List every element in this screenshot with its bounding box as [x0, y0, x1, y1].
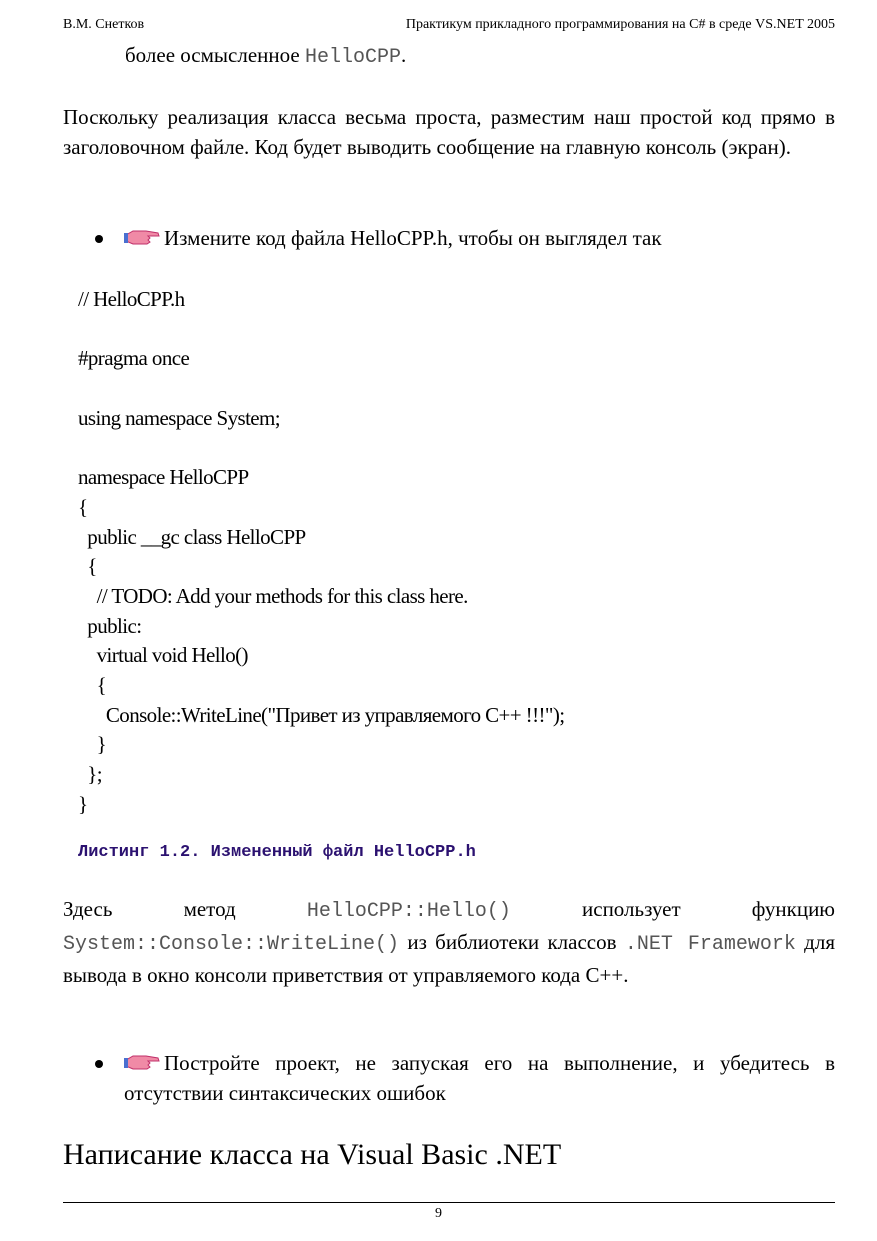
p2-text: использует функцию [510, 897, 835, 921]
intro-text: более осмысленное [125, 43, 305, 67]
code-line: virtual void Hello() [78, 643, 248, 667]
paragraph-implementation: Поскольку реализация класса весьма проста, разместим наш простой код прямо в заголовочном файле. Код будет выводить сообщение на главную консоль (экран). [63, 105, 835, 159]
header-author: В.М. Снетков [63, 17, 145, 32]
code-line: // TODO: Add your methods for this class here. [78, 584, 468, 608]
section-heading: Написание класса на Visual Basic .NET [63, 1138, 562, 1171]
code-line: { [78, 673, 107, 697]
p2-code-writeline: System::Console::WriteLine() [63, 933, 400, 956]
pointing-hand-icon [124, 1051, 162, 1073]
code-line: public __gc class HelloCPP [78, 525, 306, 549]
code-line: namespace HelloCPP [78, 465, 249, 489]
bullet1-text: Измените код файла HelloCPP.h, чтобы он выглядел так [164, 226, 662, 250]
p2-text: Здесь метод [63, 897, 307, 921]
p2-text: из библиотеки классов [399, 930, 625, 954]
intro-line [125, 40, 825, 73]
page-header [63, 17, 835, 37]
intro-period: . [400, 43, 407, 67]
footer-divider [63, 1202, 835, 1203]
intro-code: HelloCPP [304, 46, 401, 69]
p2-code-method: HelloCPP::Hello() [306, 900, 511, 923]
code-line: } [78, 732, 107, 756]
code-line: using namespace System; [78, 406, 280, 430]
bullet-dot-icon [95, 235, 103, 243]
code-line: } [78, 792, 88, 816]
pointing-hand-icon [124, 226, 162, 248]
p2-code-framework: .NET Framework [624, 933, 796, 956]
page-number: 9 [435, 1206, 442, 1221]
p2-text: для вывода в окно консоли приветствия от управляемого кода C++. [63, 930, 836, 987]
code-line: { [78, 495, 88, 519]
listing-caption: Листинг 1.2. Измененный файл HelloCPP.h [78, 843, 476, 862]
bullet2-text: Постройте проект, не запуская его на выполнение, и убедитесь в отсутствии синтаксических ошибок [124, 1051, 835, 1105]
paragraph-explanation [63, 894, 835, 990]
code-line: #pragma once [78, 346, 190, 370]
code-line: { [78, 554, 97, 578]
bullet-dot-icon [95, 1060, 103, 1068]
code-line: public: [78, 614, 142, 638]
code-line: }; [78, 762, 103, 786]
code-line: Console::WriteLine("Привет из управляемого C++ !!!"); [78, 703, 565, 727]
code-line: // HelloCPP.h [78, 287, 185, 311]
header-title: Практикум прикладного программирования на C# в среде VS.NET 2005 [405, 17, 835, 32]
